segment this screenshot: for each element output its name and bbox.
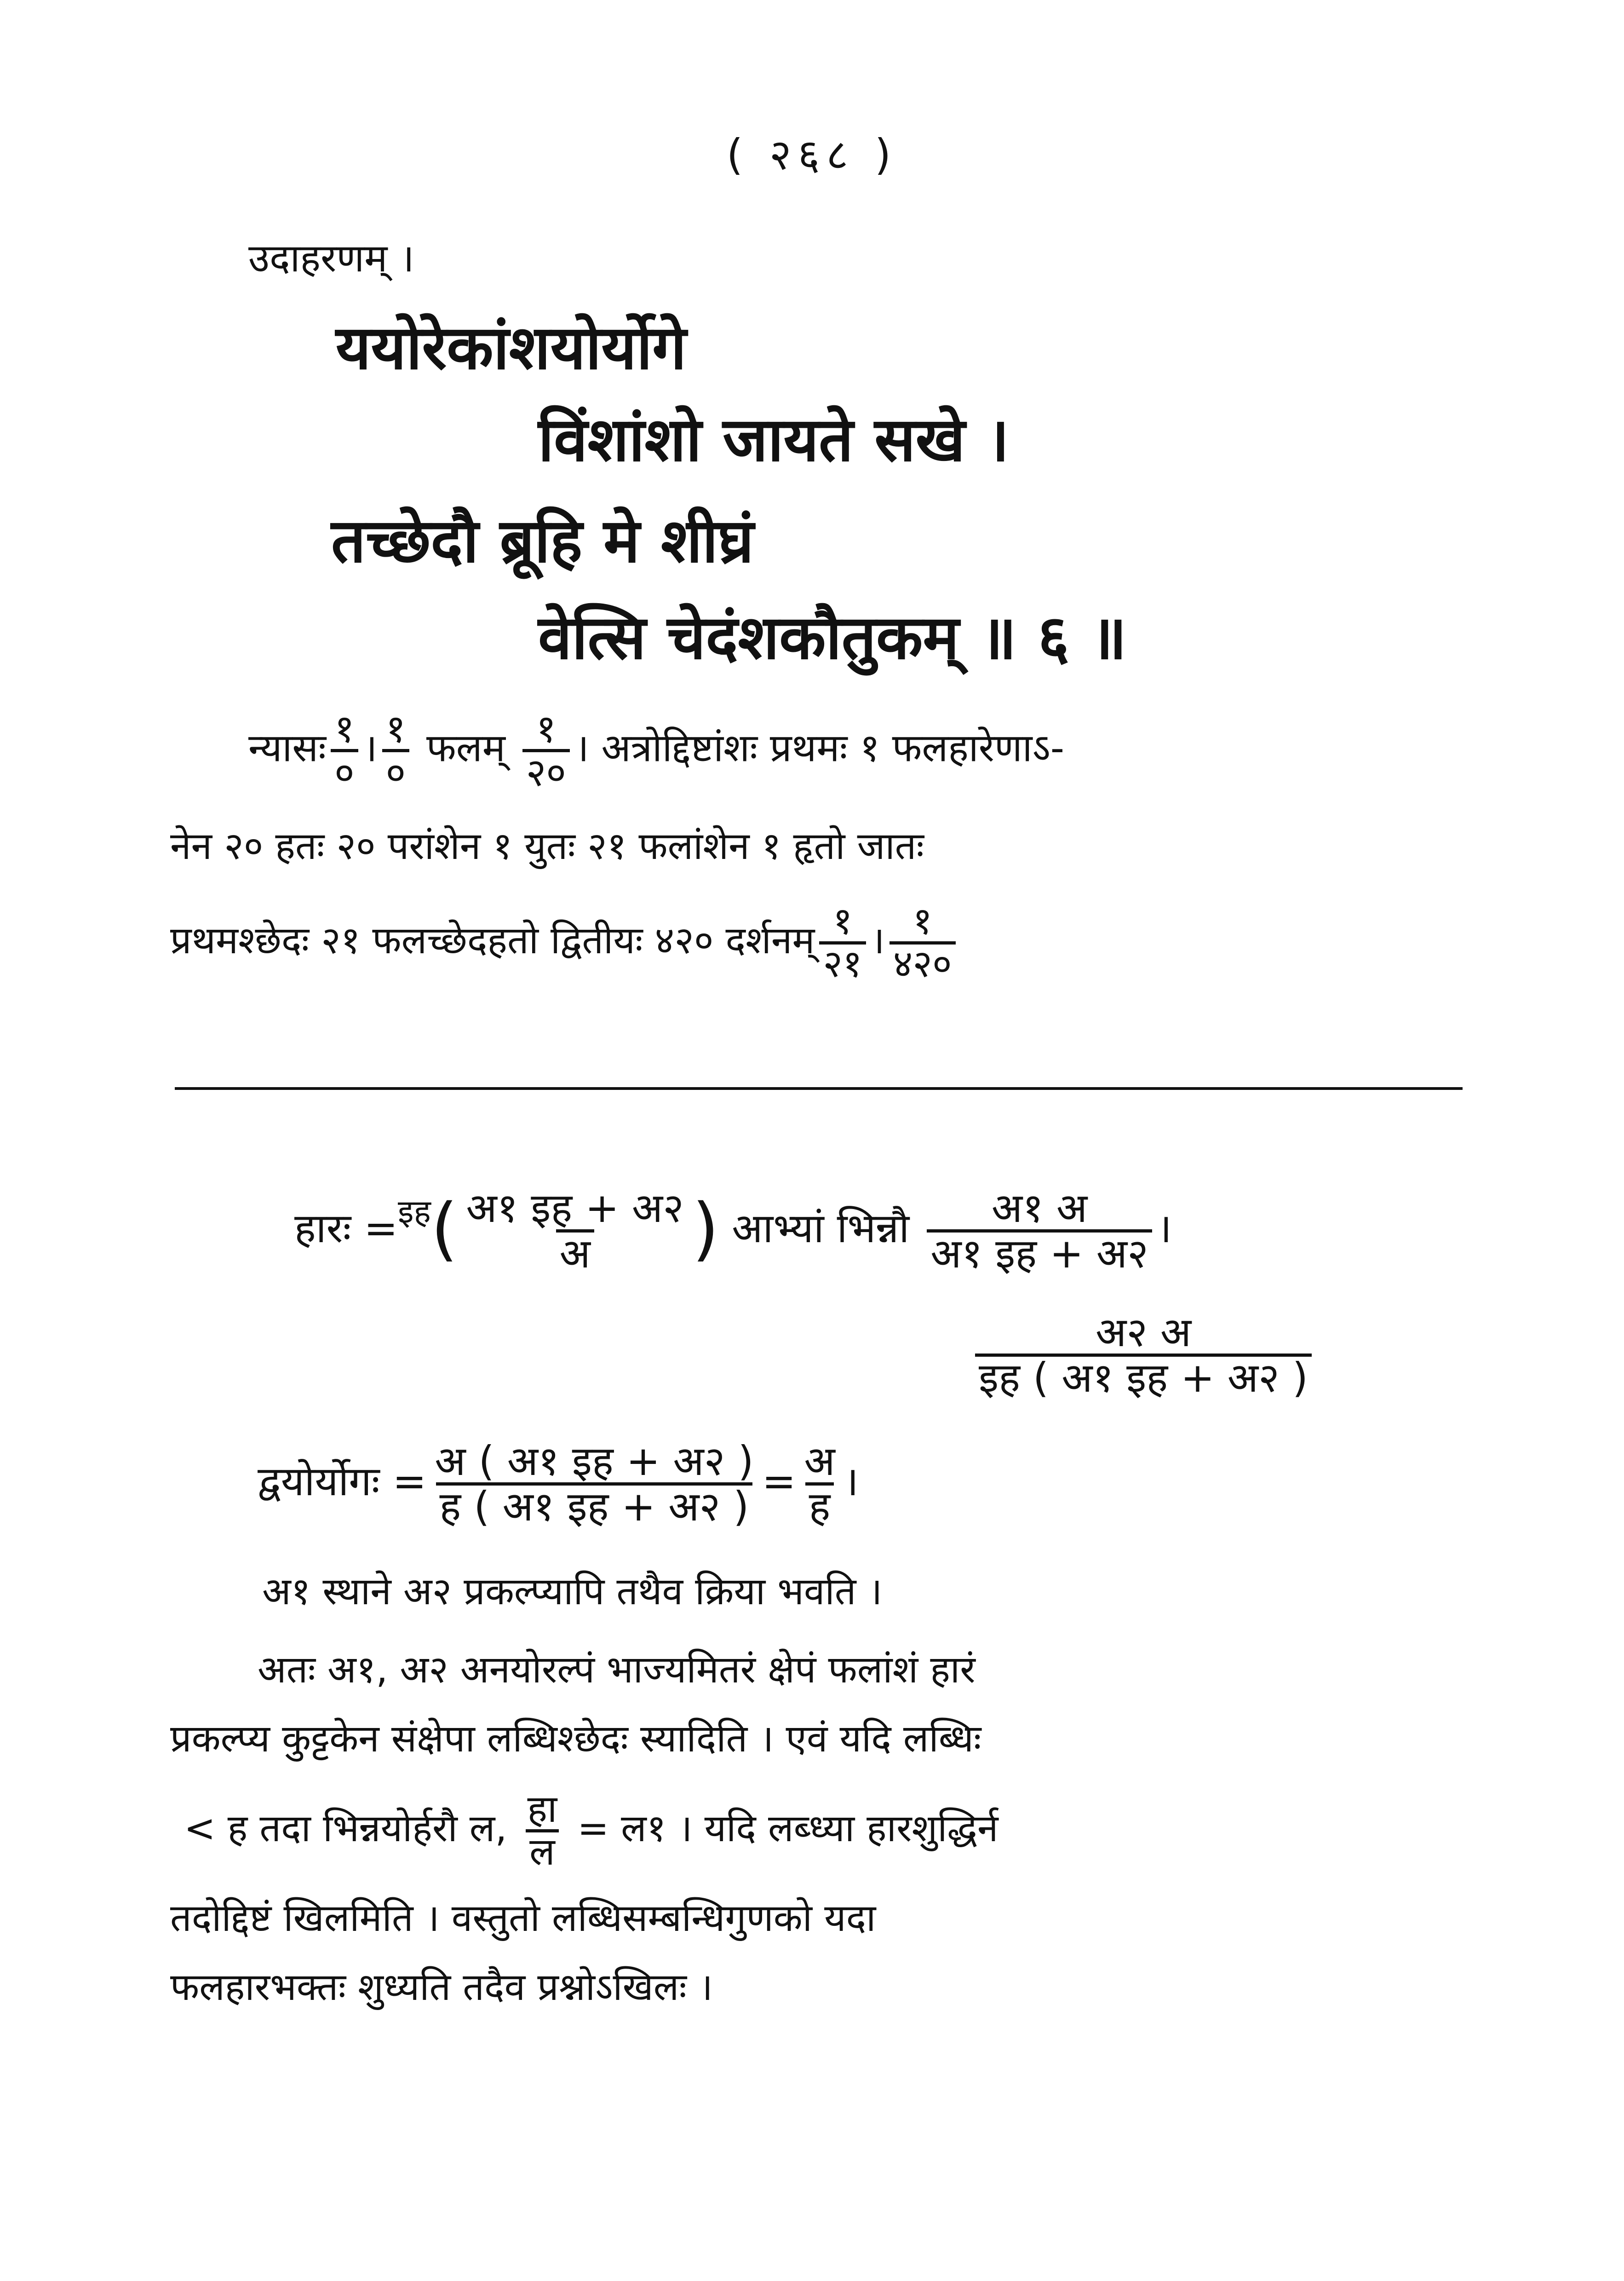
abhyam-text: आभ्यां भिन्नौ [732, 1204, 910, 1252]
hara-by-labdhi-fraction: $\frac{\text{हा}}{\text{ल}}$ [524, 1790, 561, 1872]
danda: । [1156, 1204, 1172, 1252]
equals-sign: = [762, 1457, 796, 1505]
paren-open: ( [430, 1189, 458, 1269]
paragraph-line-3-b: = ल१ । यदि लब्ध्या हारशुद्धिर्न [577, 1807, 999, 1851]
hara-label: हारः = [294, 1204, 398, 1252]
phalam-fraction: $\frac{१}{२०}$ [522, 708, 570, 793]
nyasa-line [248, 708, 1064, 793]
yoga-label: द्वयोर्योगः = [258, 1457, 427, 1505]
paragraph-line-1: अतः अ१, अ२ अनयोरल्पं भाज्यमितरं क्षेपं फलांशं हारं [258, 1648, 976, 1692]
verse-line-1: ययोरेकांशयोर्योगे [336, 312, 687, 383]
yoga-result-fraction: $\frac{\text{अ}}{\text{ह}}$ [804, 1437, 835, 1531]
bhinna-fraction-1: $\frac{\text{अ१ अ}}{\text{अ१ इह + अ२}}$ [927, 1187, 1152, 1275]
nyasa-fraction-1: $\frac{१}{०}$ [331, 708, 358, 793]
yoga-fraction: $\frac{\text{अ ( अ१ इह + अ२ )}}{\text{ह ( अ१ इह + अ२ )}}$ [435, 1437, 754, 1531]
verse-line-3: तच्छेदौ ब्रूहि मे शीघ्रं [331, 506, 754, 576]
hara-prefix: इह [398, 1192, 431, 1231]
verse-line-4: वेत्सि चेदंशकौतुकम् ॥ ६ ॥ [538, 602, 1127, 673]
separator: । [870, 919, 885, 963]
bhinna-fraction-2: $\frac{\text{अ२ अ}}{\text{इह ( अ१ इह + अ२ )}}$ [970, 1311, 1316, 1400]
prose-line-2: नेन २० हतः २० परांशेन १ युतः २१ फलांशेन १ हृतो जातः [170, 824, 924, 868]
page-number: ( २६८ ) [726, 130, 898, 179]
paragraph-line-5: फलहारभक्तः शुध्यति तदैव प्रश्नोऽखिलः । [170, 1965, 713, 2009]
paragraph-line-3 [184, 1787, 999, 1874]
verse-line-2: विंशांशो जायते सखे । [538, 404, 1010, 475]
hara-equation [294, 1184, 1172, 1278]
footnote-divider [175, 1087, 1463, 1090]
darshanam-fraction-1: $\frac{१}{२१}$ [819, 902, 866, 984]
paragraph-line-3-a: < ह तदा भिन्नयोर्हरौ ल, [184, 1807, 507, 1851]
footnote-line-a: अ१ स्थाने अ२ प्रकल्प्यापि तथैव क्रिया भवति । [262, 1570, 883, 1613]
example-heading: उदाहरणम् । [248, 236, 414, 281]
hara-fraction: $\frac{\text{अ१ इह + अ२}}{\text{अ}}$ [466, 1184, 684, 1278]
nyasa-rest: । अत्रोद्दिष्टांशः प्रथमः १ फलहारेणाऽ- [574, 725, 1065, 771]
paragraph-line-4: तदोद्दिष्टं खिलमिति । वस्तुतो लब्धिसम्बन्धिगुणको यदा [170, 1896, 876, 1940]
paragraph-line-2: प्रकल्प्य कुट्टकेन संक्षेपा लब्धिश्छेदः स्यादिति । एवं यदि लब्धिः [170, 1717, 981, 1761]
darshanam-fraction-2: $\frac{१}{४२०}$ [889, 902, 956, 984]
paren-close: ) [692, 1189, 719, 1269]
danda: । [843, 1457, 859, 1505]
yoga-equation [258, 1437, 859, 1531]
separator: । [362, 725, 378, 771]
prose-line-3-text: प्रथमश्छेदः २१ फलच्छेदहतो द्वितीयः ४२० दर्शनम् [170, 919, 815, 963]
phalam-label: फलम् [426, 725, 505, 771]
prose-line-3 [170, 899, 960, 986]
nyasa-label: न्यासः [248, 725, 327, 771]
nyasa-fraction-2: $\frac{१}{०}$ [382, 708, 410, 793]
